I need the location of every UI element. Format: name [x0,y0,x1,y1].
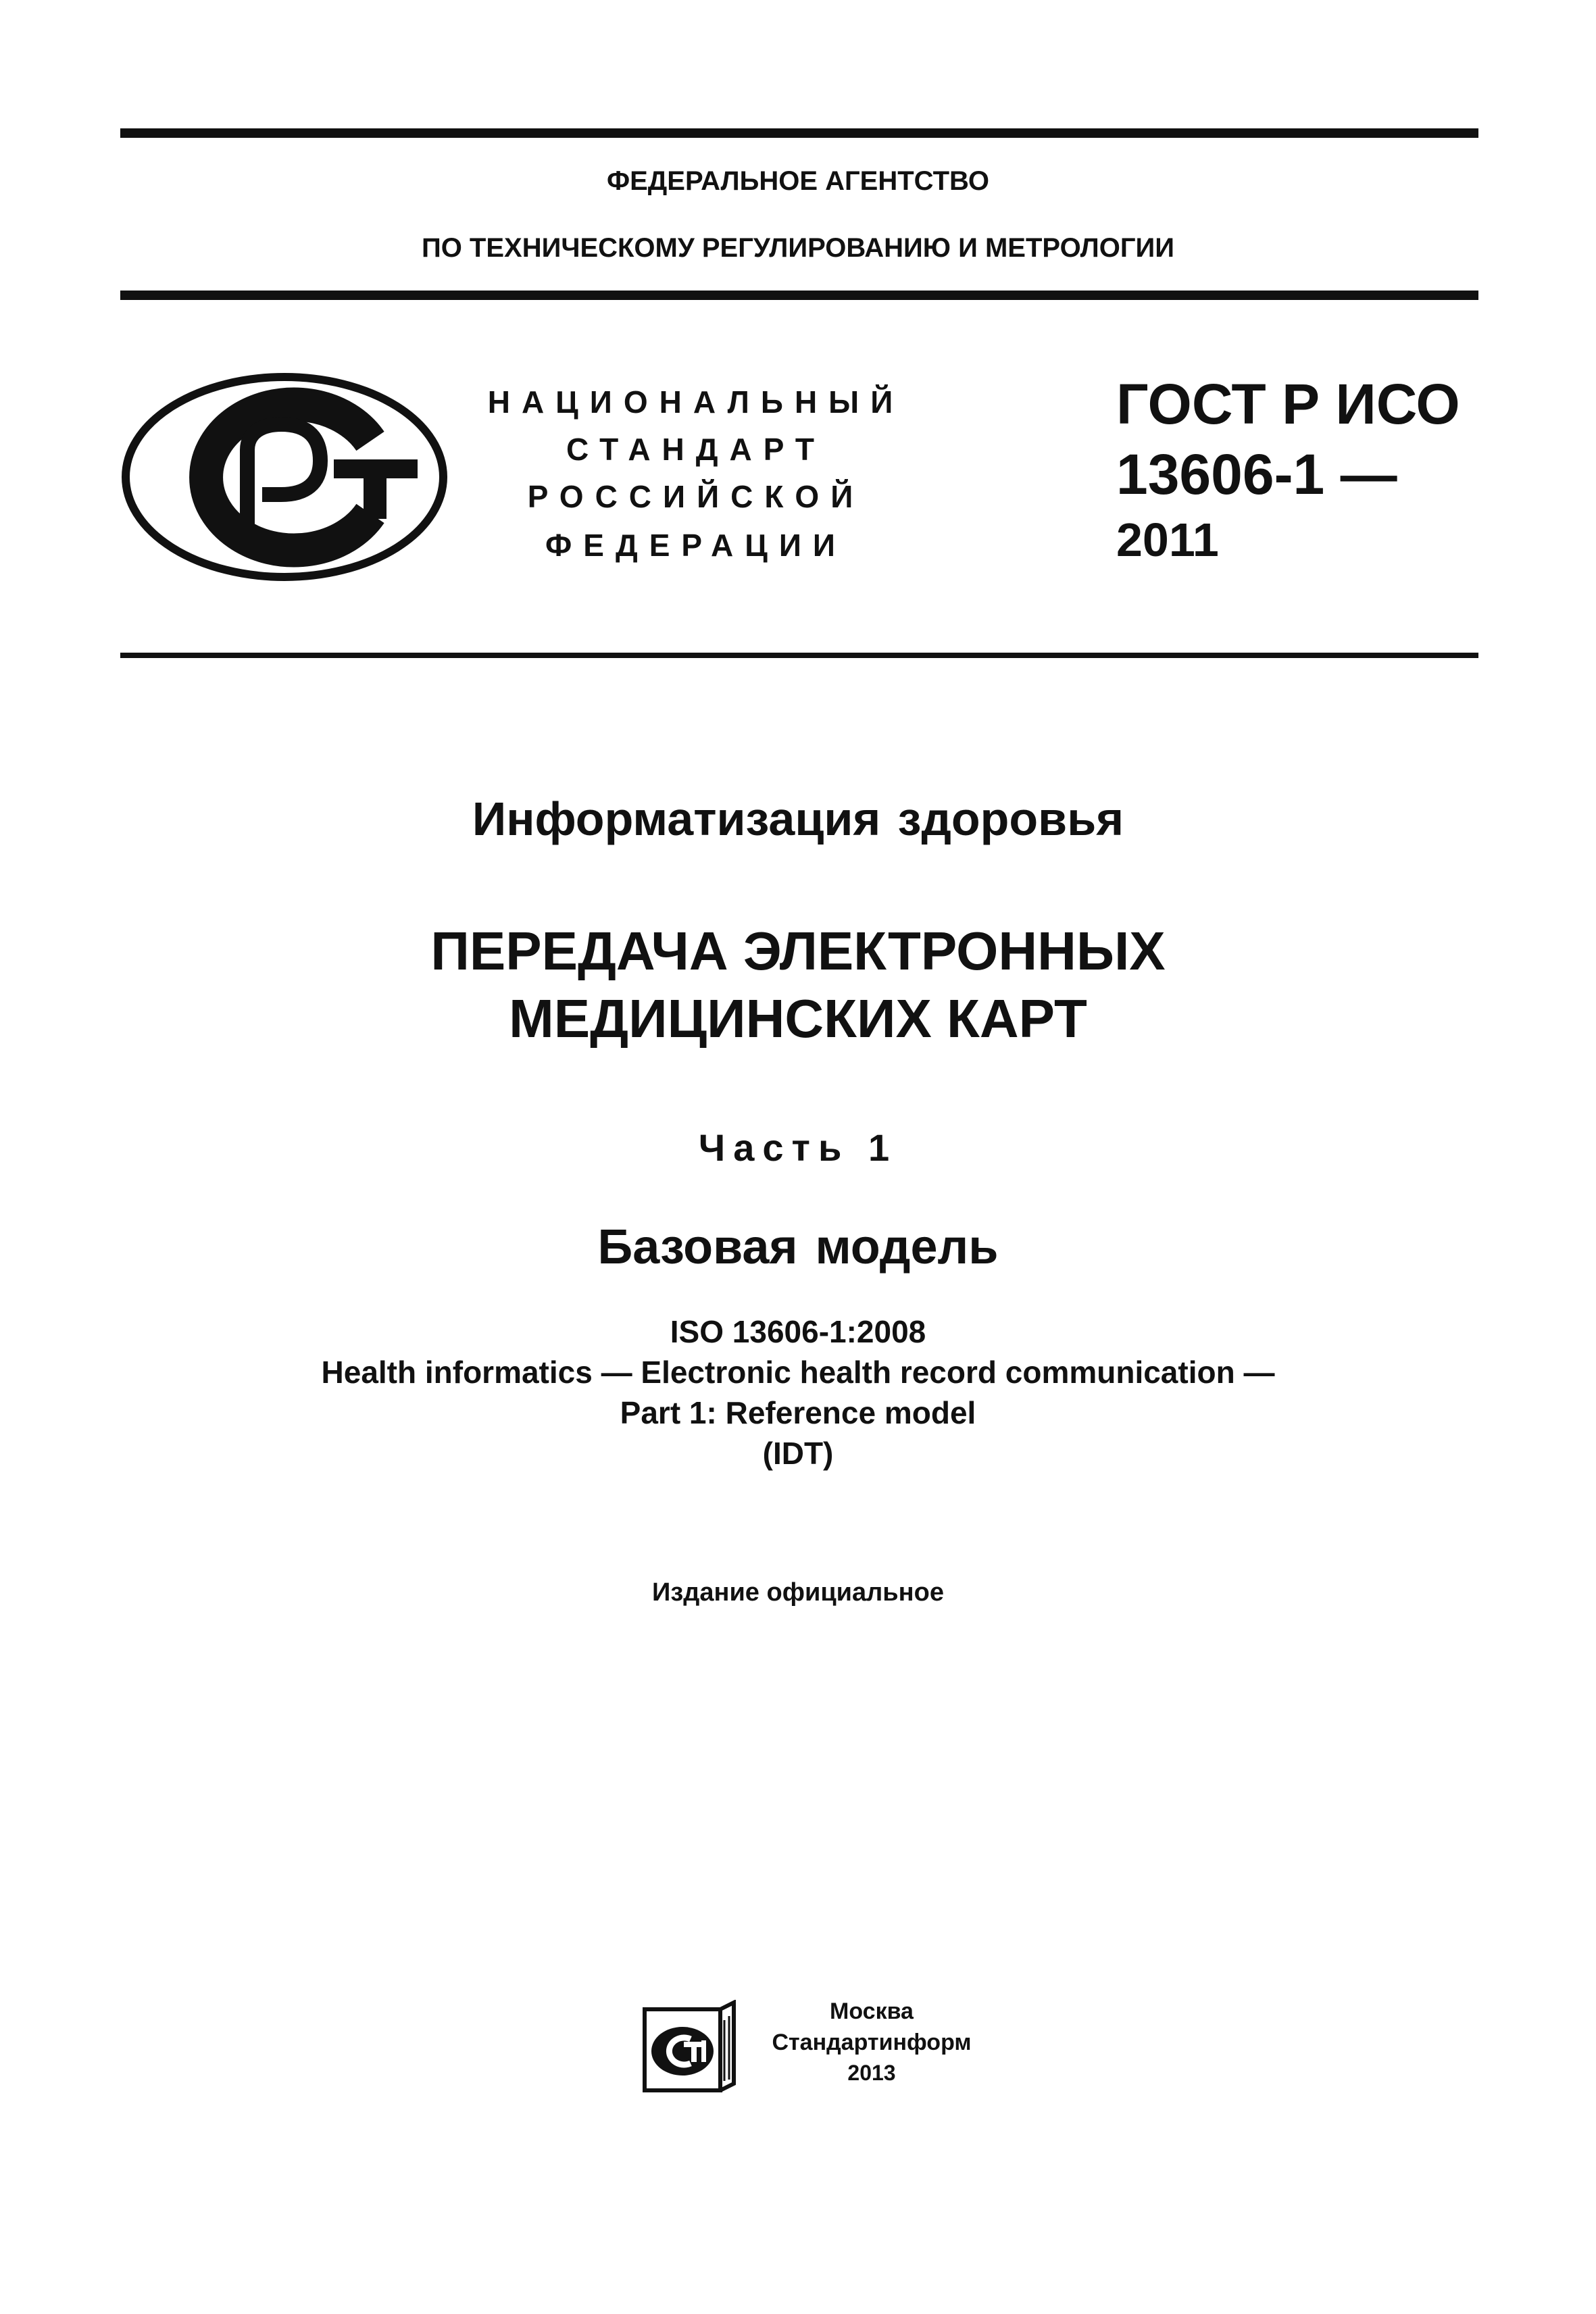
iso-reference-line-1: ISO 13606-1:2008 [670,1314,926,1349]
agency-line-1: ФЕДЕРАЛЬНОЕ АГЕНТСТВО [606,166,990,196]
national-standard-line-1: НАЦИОНАЛЬНЫЙ [487,384,905,420]
iso-reference-line-4: (IDT) [762,1436,834,1471]
edition-label: Издание официальное [652,1578,944,1607]
middle-rule [120,653,1478,658]
national-standard-line-3: РОССИЙСКОЙ [527,479,865,514]
document-part: Часть 1 [698,1126,898,1169]
publication-year: 2013 [847,2061,896,2085]
rst-logo-icon [119,370,450,584]
document-subtitle: Базовая модель [597,1220,999,1274]
document-subject: Информатизация здоровья [472,793,1124,845]
header-bottom-rule [120,291,1478,300]
document-title-line-2: МЕДИЦИНСКИХ КАРТ [509,988,1087,1049]
standard-code-line-2: 13606-1 — [1116,443,1397,506]
iso-reference-line-3: Part 1: Reference model [620,1395,976,1430]
standartinform-logo-icon [642,2000,737,2094]
iso-reference-line-2: Health informatics — Electronic health record communication — [321,1355,1275,1390]
publisher-name: Стандартинформ [772,2030,972,2055]
standard-code-line-1: ГОСТ Р ИСО [1116,372,1460,436]
document-title-line-1: ПЕРЕДАЧА ЭЛЕКТРОННЫХ [430,921,1166,981]
top-rule [120,128,1478,138]
publisher-city: Москва [830,1998,914,2024]
agency-line-2: ПО ТЕХНИЧЕСКОМУ РЕГУЛИРОВАНИЮ И МЕТРОЛОГИИ [421,233,1175,263]
standard-code-line-3: 2011 [1116,513,1219,566]
national-standard-line-4: ФЕДЕРАЦИИ [545,528,847,563]
national-standard-line-2: СТАНДАРТ [566,432,826,467]
